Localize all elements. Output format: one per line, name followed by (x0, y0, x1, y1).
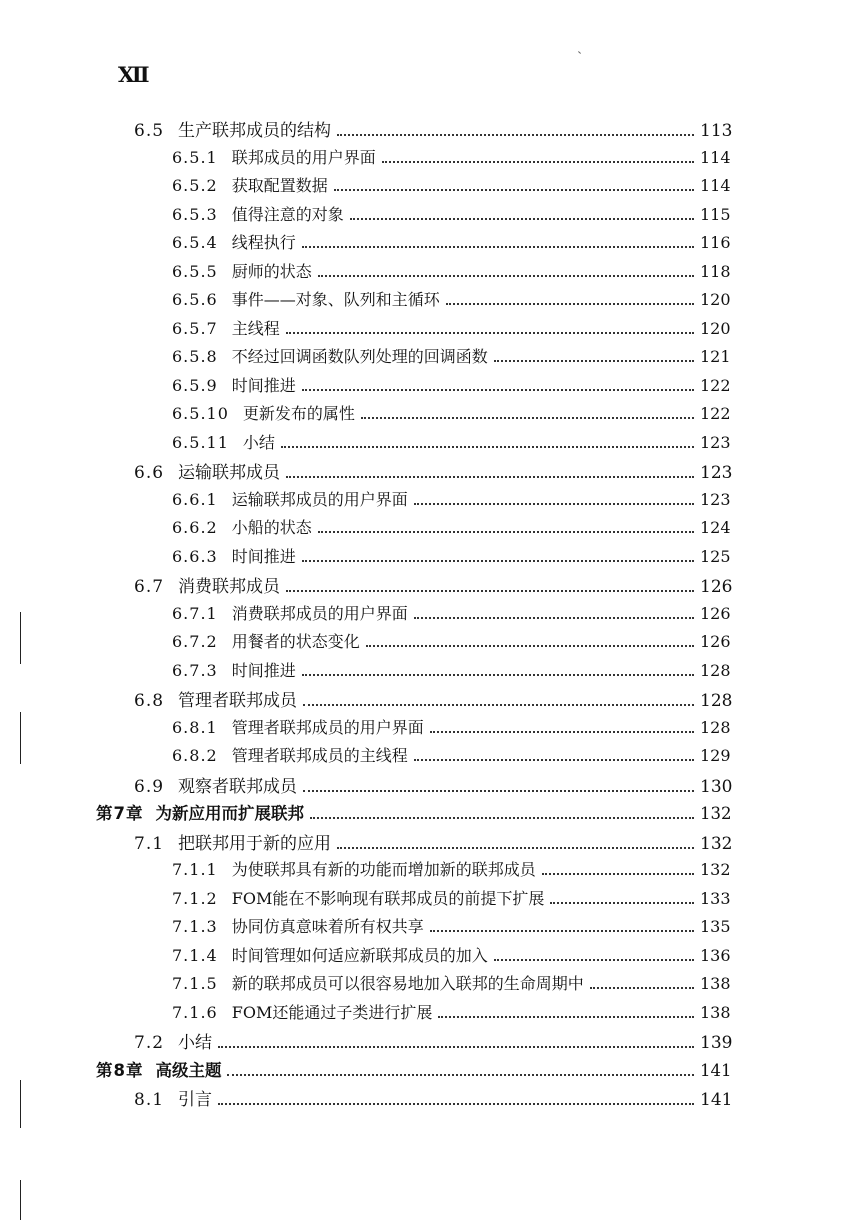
toc-entry-title: 不经过回调函数队列处理的回调函数 (231, 347, 488, 366)
toc-entry-number: 7.2 (134, 1033, 165, 1053)
toc-entry (172, 230, 734, 258)
toc-entry (172, 287, 734, 315)
toc-entry-title: 运输联邦成员的用户界面 (231, 489, 408, 509)
toc-entry (172, 515, 734, 543)
toc-entry-number: 7.1.4 (172, 945, 218, 965)
toc-entry-title: 时间推进 (231, 375, 296, 395)
toc-entry-title: 新的联邦成员可以很容易地加入联邦的生命周期中 (231, 974, 584, 993)
toc-dot-leader (318, 275, 694, 277)
toc-dot-leader (494, 959, 694, 961)
toc-entry-page: 126 (700, 603, 731, 623)
toc-entry-page: 123 (700, 489, 731, 509)
toc-entry-number: 6.5.1 (172, 147, 218, 167)
toc-entry-number: 7.1.3 (172, 917, 218, 936)
toc-entry (172, 971, 734, 999)
toc-entry-title: 主线程 (231, 318, 280, 338)
toc-entry-title: 小结 (178, 1033, 213, 1053)
toc-entry-title: 协同仿真意味着所有权共享 (231, 917, 424, 936)
toc-dot-leader (302, 246, 694, 248)
toc-entry-page: 129 (700, 746, 731, 765)
toc-entry-page: 135 (700, 917, 731, 936)
toc-entry (134, 686, 734, 714)
toc-entry (134, 1028, 734, 1056)
toc-dot-leader (414, 759, 694, 761)
toc-entry-page: 138 (700, 974, 731, 993)
toc-entry-number: 6.5.5 (172, 261, 218, 281)
toc-entry-number: 6.6.1 (172, 489, 218, 509)
toc-entry-number: 7.1.6 (172, 1002, 218, 1022)
toc-dot-leader (382, 161, 694, 163)
toc-entry-page: 130 (700, 776, 733, 797)
toc-dot-leader (414, 617, 694, 619)
toc-entry-number: 7.1 (134, 833, 165, 854)
toc-dot-leader (302, 674, 694, 676)
toc-entry-number: 6.8.2 (172, 746, 218, 765)
toc-dot-leader (218, 1103, 694, 1105)
toc-dot-leader (366, 645, 694, 647)
toc-dot-leader (350, 218, 694, 220)
toc-entry-page: 113 (700, 121, 733, 141)
toc-entry-page: 126 (700, 577, 733, 597)
toc-entry-title: 用餐者的状态变化 (231, 632, 360, 651)
toc-entry-number: 6.6.2 (172, 518, 218, 537)
toc-entry-title: FOM能在不影响现有联邦成员的前提下扩展 (231, 888, 545, 908)
toc-entry-page: 132 (700, 833, 733, 854)
toc-entry-title: 管理者联邦成员的用户界面 (231, 717, 424, 737)
toc-dot-leader (334, 189, 694, 191)
toc-entry-title: 线程执行 (231, 233, 296, 252)
toc-entry-title: 事件——对象、队列和主循环 (231, 290, 440, 309)
toc-entry-title: 管理者联邦成员 (178, 691, 298, 711)
toc-entry (172, 601, 734, 629)
toc-entry-page: 122 (700, 404, 731, 423)
toc-entry-title: 高级主题 (155, 1060, 222, 1080)
toc-entry (134, 116, 734, 144)
toc-entry-title: 管理者联邦成员的主线程 (231, 746, 408, 765)
toc-dot-leader (303, 790, 694, 792)
toc-entry-title: FOM还能通过子类进行扩展 (231, 1002, 433, 1022)
toc-entry-page: 132 (700, 860, 731, 879)
toc-dot-leader (430, 930, 694, 932)
scan-speck (578, 51, 581, 54)
toc-entry-page: 138 (700, 1002, 731, 1022)
toc-entry-title: 更新发布的属性 (242, 404, 355, 423)
toc-entry (172, 487, 734, 515)
toc-entry-number: 6.8.1 (172, 717, 218, 737)
toc-entry (172, 886, 734, 914)
toc-entry-page: 116 (700, 233, 731, 252)
toc-entry (134, 458, 734, 486)
toc-entry-number: 8.1 (134, 1090, 165, 1110)
toc-entry (172, 173, 734, 201)
toc-entry-number: 7.1.5 (172, 974, 218, 993)
toc-entry-title: 生产联邦成员的结构 (178, 121, 332, 141)
toc-dot-leader (310, 817, 694, 819)
toc-entry-number: 第7章 (96, 804, 144, 823)
toc-entry-number: 7.1.2 (172, 888, 218, 908)
toc-entry-title: 值得注意的对象 (231, 204, 344, 224)
toc-dot-leader (337, 134, 694, 136)
toc-entry-page: 121 (700, 347, 731, 366)
toc-entry (172, 658, 734, 686)
toc-entry-page: 125 (700, 546, 731, 566)
toc-dot-leader (438, 1016, 694, 1018)
toc-dot-leader (337, 847, 694, 849)
toc-dot-leader (286, 590, 694, 592)
margin-rule (20, 1080, 21, 1128)
toc-entry-number: 6.5 (134, 121, 165, 141)
toc-dot-leader (361, 417, 694, 419)
toc-entry-number: 6.5.7 (172, 318, 218, 338)
toc-dot-leader (281, 446, 694, 448)
toc-entry-title: 厨师的状态 (231, 261, 312, 281)
toc-entry-title: 消费联邦成员的用户界面 (231, 603, 408, 623)
toc-entry (172, 914, 734, 942)
toc-entry (134, 572, 734, 600)
toc-dot-leader (218, 1046, 694, 1048)
toc-entry-title: 为新应用而扩展联邦 (155, 804, 304, 823)
toc-dot-leader (550, 902, 694, 904)
toc-entry (172, 259, 734, 287)
toc-entry-number: 6.5.3 (172, 204, 218, 224)
toc-entry (172, 202, 734, 230)
toc-entry (172, 373, 734, 401)
toc-entry (172, 715, 734, 743)
toc-entry-number: 6.5.8 (172, 347, 218, 366)
toc-entry-page: 114 (700, 176, 731, 195)
toc-entry-number: 6.7.3 (172, 660, 218, 680)
toc-entry-title: 把联邦用于新的应用 (178, 833, 332, 854)
toc-entry-page: 115 (700, 204, 731, 224)
toc-entry (172, 430, 734, 458)
toc-entry-number: 6.5.9 (172, 375, 218, 395)
toc-entry-page: 124 (700, 518, 731, 537)
toc-entry-number: 6.5.2 (172, 176, 218, 195)
margin-rule (20, 1180, 21, 1220)
toc-dot-leader (286, 476, 694, 478)
toc-entry-title: 小船的状态 (231, 518, 312, 537)
toc-entry-page: 120 (700, 318, 731, 338)
toc-entry-number: 6.8 (134, 691, 165, 711)
toc-entry-title: 时间管理如何适应新联邦成员的加入 (231, 945, 488, 965)
toc-entry-title: 小结 (242, 432, 275, 452)
toc-entry-number: 6.5.6 (172, 290, 218, 309)
toc-entry-title: 引言 (178, 1090, 213, 1110)
toc-dot-leader (303, 704, 694, 706)
toc-entry-page: 141 (700, 1090, 733, 1110)
toc-entry (172, 145, 734, 173)
toc-entry-number: 6.6 (134, 463, 165, 483)
toc-entry-number: 6.5.10 (172, 404, 229, 423)
toc-entry-title: 时间推进 (231, 546, 296, 566)
toc-entry-page: 139 (700, 1033, 733, 1053)
toc-dot-leader (302, 560, 694, 562)
toc-dot-leader (227, 1074, 694, 1076)
margin-rule (20, 612, 21, 664)
toc-entry-number: 6.7.2 (172, 632, 218, 651)
toc-entry (96, 1057, 734, 1085)
toc-dot-leader (590, 987, 694, 989)
toc-dot-leader (302, 389, 694, 391)
toc-entry-title: 运输联邦成员 (178, 463, 281, 483)
toc-entry-title: 获取配置数据 (231, 176, 328, 195)
toc-entry-page: 123 (700, 432, 731, 452)
toc-entry-number: 第8章 (96, 1060, 144, 1080)
toc-entry (172, 1000, 734, 1028)
toc-entry (134, 772, 734, 800)
toc-entry-number: 6.7.1 (172, 603, 218, 623)
toc-dot-leader (446, 303, 694, 305)
toc-entry-page: 128 (700, 691, 733, 711)
toc-entry (172, 401, 734, 429)
toc-entry-page: 128 (700, 660, 731, 680)
toc-entry (172, 544, 734, 572)
toc-entry-page: 132 (700, 804, 732, 823)
toc-entry-title: 时间推进 (231, 660, 296, 680)
toc-dot-leader (430, 731, 694, 733)
toc-entry-page: 123 (700, 463, 733, 483)
toc-entry-page: 128 (700, 717, 731, 737)
toc-entry-number: 6.7 (134, 577, 165, 597)
page-number-roman: Ⅻ (118, 62, 148, 87)
toc-dot-leader (318, 531, 694, 533)
toc-entry-number: 7.1.1 (172, 860, 218, 879)
toc-dot-leader (494, 360, 694, 362)
toc-entry-page: 141 (700, 1060, 732, 1080)
toc-entry-title: 为使联邦具有新的功能而增加新的联邦成员 (231, 860, 536, 879)
toc-dot-leader (414, 503, 694, 505)
toc-entry (134, 829, 734, 857)
toc-entry-number: 6.9 (134, 776, 165, 797)
toc-entry-title: 观察者联邦成员 (178, 776, 298, 797)
toc-entry-number: 6.6.3 (172, 546, 218, 566)
toc-entry-number: 6.5.11 (172, 432, 229, 452)
toc-entry (172, 857, 734, 885)
toc-entry (172, 943, 734, 971)
margin-rule (20, 712, 21, 764)
toc-entry-page: 120 (700, 290, 731, 309)
toc-entry-page: 118 (700, 261, 731, 281)
toc-entry-title: 消费联邦成员 (178, 577, 281, 597)
toc-entry-page: 122 (700, 375, 731, 395)
toc-entry (96, 800, 734, 828)
toc-entry (172, 344, 734, 372)
toc-entry (172, 316, 734, 344)
toc-entry-number: 6.5.4 (172, 233, 218, 252)
toc-entry-page: 133 (700, 888, 731, 908)
toc-entry-title: 联邦成员的用户界面 (231, 147, 376, 167)
toc-entry (134, 1085, 734, 1113)
toc-dot-leader (542, 873, 694, 875)
toc-entry (172, 743, 734, 771)
toc-entry (172, 629, 734, 657)
toc-entry-page: 136 (700, 945, 731, 965)
toc-entry-page: 114 (700, 147, 731, 167)
toc-dot-leader (286, 332, 694, 334)
toc-entry-page: 126 (700, 632, 731, 651)
